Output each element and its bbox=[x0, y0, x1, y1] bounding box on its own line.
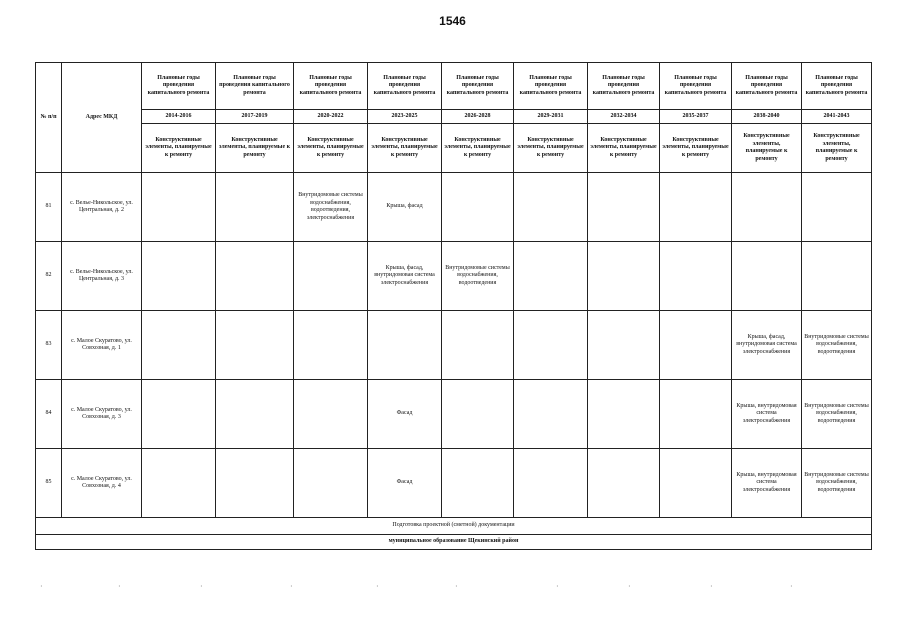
table-cell bbox=[216, 173, 294, 242]
table-cell: Крыша, фасад, внутридомовая система электроснабжения bbox=[368, 242, 442, 311]
scan-dot: · bbox=[290, 582, 293, 591]
scan-dot: · bbox=[40, 582, 43, 591]
header-elements: Конструктивные элементы, планируемые к ремонту bbox=[660, 124, 732, 173]
table-cell: Внутридомовые системы водоснабжения, водоотведения bbox=[802, 311, 872, 380]
table-cell bbox=[294, 242, 368, 311]
table-cell bbox=[802, 242, 872, 311]
header-period-title: Плановые годы проведения капитального ремонта bbox=[660, 63, 732, 110]
capital-repair-table bbox=[35, 62, 872, 550]
header-period-title: Плановые годы проведения капитального ремонта bbox=[294, 63, 368, 110]
header-period-title: Плановые годы проведения капитального ремонта bbox=[142, 63, 216, 110]
table-cell bbox=[660, 380, 732, 449]
table-cell: Внутридомовые системы водоснабжения, водоотведения bbox=[442, 242, 514, 311]
row-number: 81 bbox=[36, 173, 62, 242]
row-address: с. Велье-Никольское, ул. Центральная, д. 2 bbox=[62, 173, 142, 242]
table-cell bbox=[142, 380, 216, 449]
table-cell bbox=[142, 311, 216, 380]
scan-dot: · bbox=[118, 582, 121, 591]
header-elements: Конструктивные элементы, планируемые к ремонту bbox=[368, 124, 442, 173]
header-elements: Конструктивные элементы, планируемые к ремонту bbox=[216, 124, 294, 173]
header-period-title: Плановые годы проведения капитального ремонта bbox=[514, 63, 588, 110]
header-elements: Конструктивные элементы, планируемые к ремонту bbox=[588, 124, 660, 173]
table-cell bbox=[142, 449, 216, 518]
table-cell bbox=[588, 449, 660, 518]
table-cell bbox=[660, 311, 732, 380]
table-cell bbox=[216, 380, 294, 449]
table-cell bbox=[514, 311, 588, 380]
table-cell bbox=[732, 173, 802, 242]
row-number: 83 bbox=[36, 311, 62, 380]
header-years: 2017-2019 bbox=[216, 110, 294, 124]
scan-dot: · bbox=[790, 582, 793, 591]
table-cell: Крыша, фасад, внутридомовая система электроснабжения bbox=[732, 311, 802, 380]
header-years: 2023-2025 bbox=[368, 110, 442, 124]
table-cell bbox=[216, 311, 294, 380]
table-cell bbox=[142, 173, 216, 242]
header-years: 2041-2043 bbox=[802, 110, 872, 124]
table-cell: Внутридомовые системы водоснабжения, водоотведения bbox=[802, 380, 872, 449]
table-cell bbox=[802, 173, 872, 242]
municipality-title: муниципальное образование Щекинский район bbox=[36, 535, 872, 550]
header-years: 2035-2037 bbox=[660, 110, 732, 124]
header-period-title: Плановые годы проведения капитального ремонта bbox=[588, 63, 660, 110]
table-cell: Внутридомовые системы водоснабжения, водоотведения, электроснабжения bbox=[294, 173, 368, 242]
table-cell bbox=[142, 242, 216, 311]
row-number: 84 bbox=[36, 380, 62, 449]
header-period-row bbox=[36, 63, 872, 110]
table-cell bbox=[514, 449, 588, 518]
header-years: 2032-2034 bbox=[588, 110, 660, 124]
table-cell: Внутридомовые системы водоснабжения, водоотведения bbox=[802, 449, 872, 518]
section-title: Подготовка проектной (сметной) документации bbox=[36, 518, 872, 535]
table-cell bbox=[368, 311, 442, 380]
table-cell bbox=[442, 449, 514, 518]
table-cell bbox=[732, 242, 802, 311]
scan-dot: · bbox=[556, 582, 559, 591]
table-cell bbox=[588, 380, 660, 449]
header-years-row bbox=[36, 110, 872, 124]
scan-dot: · bbox=[455, 582, 458, 591]
table-cell: Крыша, внутридомовая система электроснабжения bbox=[732, 380, 802, 449]
header-years: 2026-2028 bbox=[442, 110, 514, 124]
table-cell bbox=[514, 380, 588, 449]
header-period-title: Плановые годы проведения капитального ремонта bbox=[442, 63, 514, 110]
scan-artifacts bbox=[0, 582, 905, 592]
table-cell bbox=[588, 311, 660, 380]
table-cell bbox=[294, 449, 368, 518]
header-years: 2020-2022 bbox=[294, 110, 368, 124]
table-cell: Фасад bbox=[368, 380, 442, 449]
table-cell bbox=[588, 242, 660, 311]
header-address: Адрес МКД bbox=[62, 63, 142, 173]
header-row-num: № п/п bbox=[36, 63, 62, 173]
table-cell: Крыша, фасад bbox=[368, 173, 442, 242]
table-cell bbox=[442, 311, 514, 380]
table-row bbox=[36, 380, 872, 449]
row-address: с. Малое Скуратово, ул. Совхозная, д. 1 bbox=[62, 311, 142, 380]
header-elements: Конструктивные элементы, планируемые к ремонту bbox=[732, 124, 802, 173]
header-period-title: Плановые годы проведения капитального ремонта bbox=[216, 63, 294, 110]
scan-dot: · bbox=[710, 582, 713, 591]
table-cell bbox=[588, 173, 660, 242]
header-years: 2014-2016 bbox=[142, 110, 216, 124]
header-elements: Конструктивные элементы, планируемые к ремонту bbox=[802, 124, 872, 173]
section-row bbox=[36, 518, 872, 535]
table-cell bbox=[660, 242, 732, 311]
table-cell: Крыша, внутридомовая система электроснабжения bbox=[732, 449, 802, 518]
table-cell bbox=[442, 173, 514, 242]
table-cell bbox=[514, 242, 588, 311]
row-address: с. Велье-Никольское, ул. Центральная, д. 3 bbox=[62, 242, 142, 311]
table-row bbox=[36, 242, 872, 311]
section-row bbox=[36, 535, 872, 550]
table-row bbox=[36, 311, 872, 380]
table-cell bbox=[514, 173, 588, 242]
table-cell bbox=[660, 449, 732, 518]
page-number: 1546 bbox=[439, 14, 466, 28]
table-row bbox=[36, 449, 872, 518]
scan-dot: · bbox=[376, 582, 379, 591]
table-cell bbox=[216, 449, 294, 518]
header-elements: Конструктивные элементы, планируемые к ремонту bbox=[294, 124, 368, 173]
header-elements: Конструктивные элементы, планируемые к ремонту bbox=[514, 124, 588, 173]
table-cell bbox=[442, 380, 514, 449]
header-years: 2038-2040 bbox=[732, 110, 802, 124]
row-number: 85 bbox=[36, 449, 62, 518]
row-address: с. Малое Скуратово, ул. Совхозная, д. 3 bbox=[62, 380, 142, 449]
header-period-title: Плановые годы проведения капитального ремонта bbox=[802, 63, 872, 110]
scan-dot: · bbox=[628, 582, 631, 591]
row-address: с. Малое Скуратово, ул. Совхозная, д. 4 bbox=[62, 449, 142, 518]
table-cell bbox=[294, 311, 368, 380]
table-cell bbox=[294, 380, 368, 449]
header-elements: Конструктивные элементы, планируемые к ремонту bbox=[442, 124, 514, 173]
table-cell bbox=[660, 173, 732, 242]
table-row bbox=[36, 173, 872, 242]
table-cell: Фасад bbox=[368, 449, 442, 518]
header-elements-row bbox=[36, 124, 872, 173]
scan-dot: · bbox=[200, 582, 203, 591]
header-period-title: Плановые годы проведения капитального ремонта bbox=[732, 63, 802, 110]
row-number: 82 bbox=[36, 242, 62, 311]
header-period-title: Плановые годы проведения капитального ремонта bbox=[368, 63, 442, 110]
header-elements: Конструктивные элементы, планируемые к ремонту bbox=[142, 124, 216, 173]
header-years: 2029-2031 bbox=[514, 110, 588, 124]
table-cell bbox=[216, 242, 294, 311]
